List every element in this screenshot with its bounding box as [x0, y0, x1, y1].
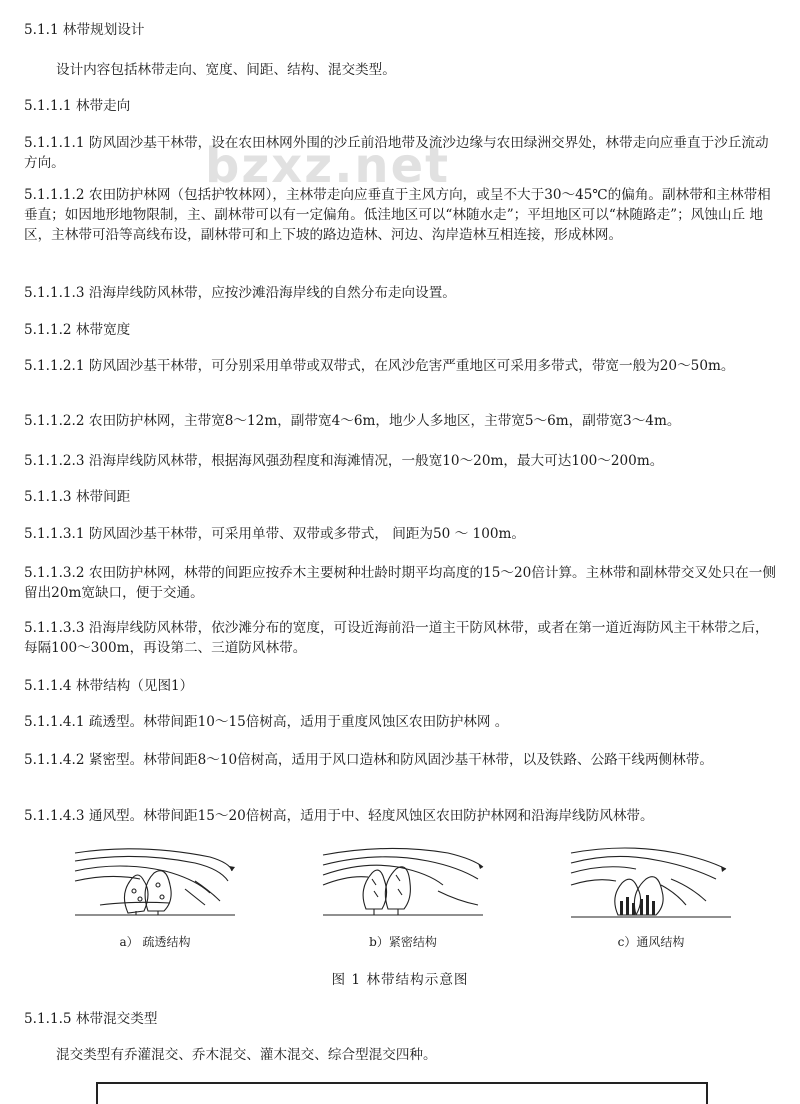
figure-caption: b）紧密结构 — [369, 935, 437, 949]
paragraph: 5.1.1.4.2 紧密型。林带间距8～10倍树高，适用于风口造林和防风固沙基干林带，以及铁路、公路干线两侧林带。 — [24, 752, 713, 768]
paragraph: 5.1.1.1.3 沿海岸线防风林带，应按沙滩沿海岸线的自然分布走向设置。 — [24, 285, 456, 301]
figure-sparse-structure — [70, 845, 240, 925]
paragraph: 5.1.1.1.1 防风固沙基干林带，设在农田林网外围的沙丘前沿地带及流沙边缘与农田绿洲交界处，林带走向应垂直于沙丘流动方向。 — [24, 135, 769, 171]
subsection-heading: 5.1.1.5 林带混交类型 — [24, 1011, 158, 1027]
watermark: bzxz.net — [205, 138, 451, 194]
figure-ventilated-structure — [566, 845, 736, 925]
paragraph: 5.1.1.4.3 通风型。林带间距15～20倍树高，适用于中、轻度风蚀区农田防护林网和沿海岸线防风林带。 — [24, 808, 654, 824]
figure-caption: c）通风结构 — [617, 935, 685, 949]
paragraph: 5.1.1.2.1 防风固沙基干林带，可分别采用单带或双带式，在风沙危害严重地区可采用多带式，带宽一般为20～50m。 — [24, 358, 735, 374]
paragraph: 5.1.1.3.2 农田防护林网，林带的间距应按乔木主要树种壮龄时期平均高度的15～20倍计算。主林带和副林带交叉处只在一侧留出20m宽缺口，便于交通。 — [24, 565, 776, 601]
subsection-heading: 5.1.1.3 林带间距 — [24, 489, 131, 505]
figure-title: 图 1 林带结构示意图 — [331, 972, 469, 988]
paragraph: 5.1.1.3.1 防风固沙基干林带，可采用单带、双带或多带式， 间距为50 ～ 100m。 — [24, 526, 525, 542]
table-frame — [96, 1082, 708, 1104]
subsection-heading: 5.1.1.1 林带走向 — [24, 98, 131, 114]
paragraph: 混交类型有乔灌混交、乔木混交、灌木混交、综合型混交四种。 — [56, 1047, 437, 1063]
figure-caption: a） 疏透结构 — [119, 935, 191, 949]
subsection-heading: 5.1.1.2 林带宽度 — [24, 322, 131, 338]
paragraph: 5.1.1.2.2 农田防护林网，主带宽8～12m，副带宽4～6m，地少人多地区，主带宽5～6m，副带宽3～4m。 — [24, 413, 681, 429]
subsection-heading: 5.1.1.4 林带结构（见图1） — [24, 678, 194, 694]
section-heading: 5.1.1 林带规划设计 — [24, 22, 145, 38]
paragraph: 5.1.1.2.3 沿海岸线防风林带，根据海风强劲程度和海滩情况，一般宽10～20m，最大可达100～200m。 — [24, 453, 664, 469]
paragraph: 5.1.1.4.1 疏透型。林带间距10～15倍树高，适用于重度风蚀区农田防护林网 。 — [24, 714, 509, 730]
paragraph: 5.1.1.3.3 沿海岸线防风林带，依沙滩分布的宽度，可设近海前沿一道主干防风林带，或者在第一道近海防风主干林带之后，每隔100～300m，再设第二、三道防风林带。 — [24, 620, 769, 656]
paragraph: 设计内容包括林带走向、宽度、间距、结构、混交类型。 — [56, 62, 396, 78]
paragraph: 5.1.1.1.2 农田防护林网（包括护牧林网），主林带走向应垂直于主风方向，或呈不大于30～45℃的偏角。副林带和主林带相垂直；如因地形地物限制，主、副林带可以有一定偏角。低洼地区可以“林随水走”；平坦地区可以“林随路走”；风蚀山丘 地区，主林带可沿等高线布设，副林带可和上下坡的路边造林、河边、沟岸造林互相连接，形成林网。 — [24, 187, 771, 243]
figure-dense-structure — [318, 845, 488, 925]
